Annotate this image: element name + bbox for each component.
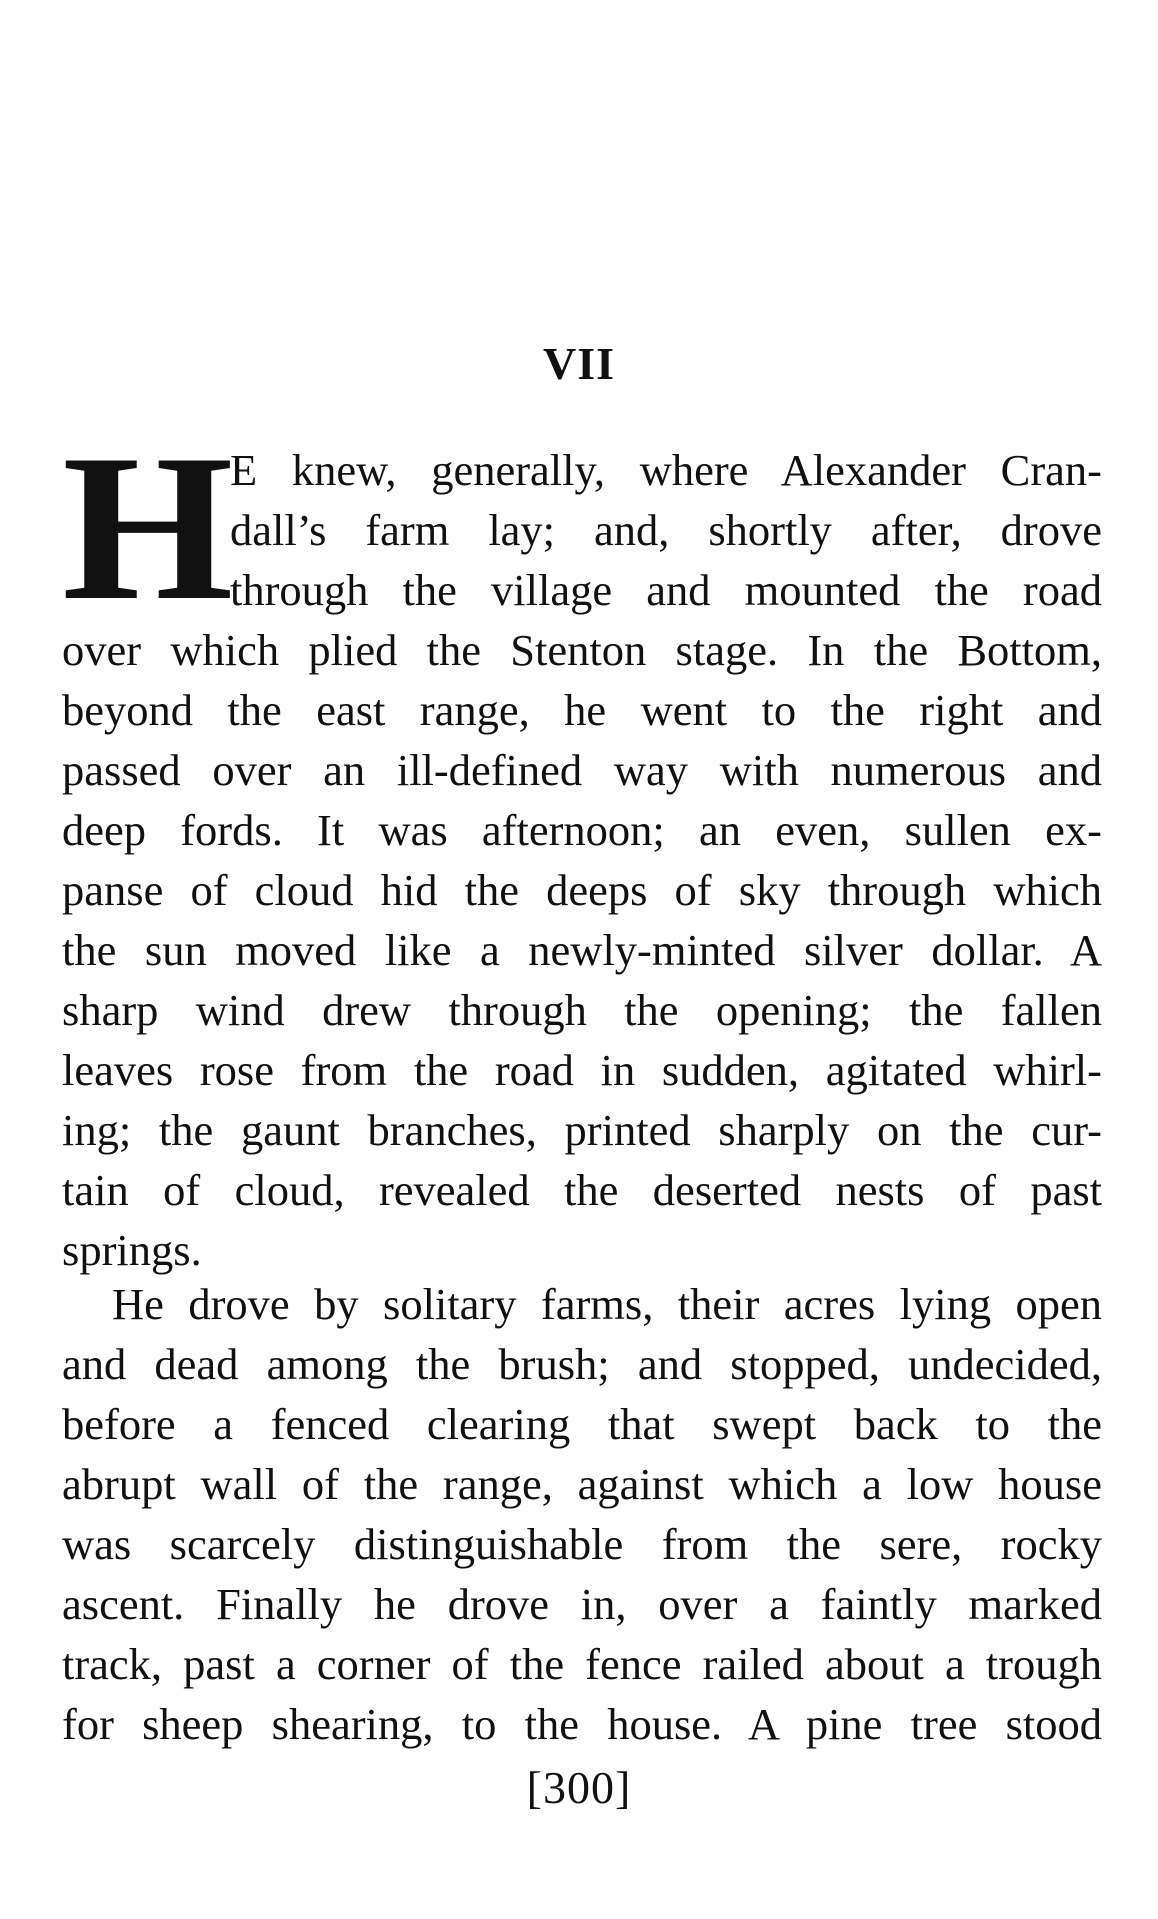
text-line: passed over an ill-defined way with numerous and <box>62 745 1102 795</box>
paragraph-1 <box>62 412 1102 1280</box>
dropcap-block <box>62 412 1102 644</box>
text-line: was scarcely distinguishable from the sere, rocky <box>62 1519 1102 1569</box>
text-line: tain of cloud, revealed the deserted nests of past <box>62 1165 1102 1215</box>
text-line: leaves rose from the road in sudden, agitated whirl- <box>62 1045 1102 1095</box>
text-line: deep fords. It was afternoon; an even, sullen ex- <box>62 805 1102 855</box>
text-line: abrupt wall of the range, against which a low house <box>62 1459 1102 1509</box>
text-line: for sheep shearing, to the house. A pine tree stood <box>62 1699 1102 1749</box>
text-line: over which plied the Stenton stage. In the Bottom, <box>62 625 1102 675</box>
chapter-heading: VII <box>542 338 616 389</box>
paragraph-2 <box>62 1274 1102 1754</box>
text-line: and dead among the brush; and stopped, undecided, <box>62 1339 1102 1389</box>
text-line: E knew, generally, where Alexander Cran- <box>230 445 1102 495</box>
text-line: He drove by solitary farms, their acres lying open <box>112 1279 1102 1329</box>
dropcap-letter: H <box>62 412 234 644</box>
page-number: [300] <box>526 1762 632 1813</box>
text-line: beyond the east range, he went to the right and <box>62 685 1102 735</box>
dropcap-lines <box>230 440 1102 620</box>
text-line: springs. <box>62 1225 202 1275</box>
text-line: before a fenced clearing that swept back to the <box>62 1399 1102 1449</box>
text-line: panse of cloud hid the deeps of sky through which <box>62 865 1102 915</box>
text-line: dall’s farm lay; and, shortly after, drove <box>230 505 1102 555</box>
text-line: ing; the gaunt branches, printed sharply on the cur- <box>62 1105 1102 1155</box>
text-line: sharp wind drew through the opening; the fallen <box>62 985 1102 1035</box>
text-line: the sun moved like a newly-minted silver dollar. A <box>62 925 1102 975</box>
text-line: through the village and mounted the road <box>230 565 1102 615</box>
text-line: ascent. Finally he drove in, over a faintly marked <box>62 1579 1102 1629</box>
text-line: track, past a corner of the fence railed about a trough <box>62 1639 1102 1689</box>
